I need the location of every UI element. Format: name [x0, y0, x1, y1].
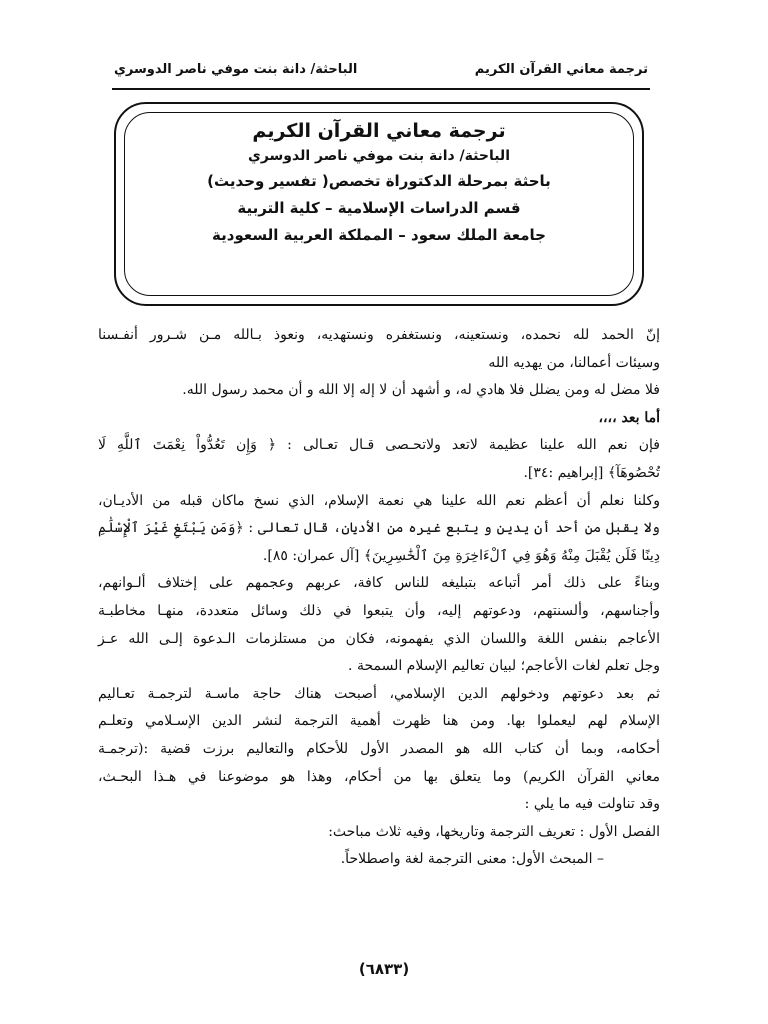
- body-line: وأجناسهم، وألسنتهم، ودعوتهم إليه، وأن يتبعوا في ذلك وسائل متعددة، منهـا مخاطبـة: [98, 602, 660, 619]
- body-line: تُحْصُوهَآ﴾ [إبراهيم :٣٤].: [523, 464, 660, 481]
- body-line: وكلنا نعلم أن أعظم نعم الله علينا هي نعمة الإسلام، الذي نسخ ماكان قبله من الأديـان،: [98, 492, 660, 509]
- body-line: أحكامه، وبما أن كتاب الله هو المصدر الأول للأحكام والتعاليم برزت قضية :(ترجمـة: [98, 740, 660, 757]
- body-line: ولا يقبل من أحد أن يدين و يتبع غيره من الأديان، قال تعالى : ﴿وَمَن يَبْتَغِ غَيْرَ ٱلْإِسْلَٰمِ: [98, 520, 660, 537]
- body-line: إنّ الحمد لله نحمده، ونستعينه، ونستغفره ونستهديه، ونعوذ بـالله مـن شـرور أنفـسنا: [98, 327, 660, 343]
- body-line: فلا مضل له ومن يضلل فلا هادي له، و أشهد أن لا إله إلا الله و أن محمد رسول الله.: [182, 382, 660, 399]
- paper-title: ترجمة معاني القرآن الكريم: [252, 120, 506, 142]
- section-item: – المبحث الأول: معنى الترجمة لغة واصطلاحاً.: [340, 851, 604, 868]
- header-title: ترجمة معاني القرآن الكريم: [474, 62, 648, 77]
- body-line: الإسلام لهم ليعملوا بها. ومن هنا ظهرت أهمية الترجمة لنشر الدين الإسـلامي وتعلـم: [98, 713, 660, 730]
- title-frame: [114, 102, 644, 306]
- body-line: وجل تعلم لغات الأعاجم؛ لبيان تعاليم الإسلام السمحة .: [348, 658, 660, 675]
- header-author: الباحثة/ دانة بنت موفي ناصر الدوسري: [114, 62, 358, 77]
- chapter-heading: الفصل الأول : تعريف الترجمة وتاريخها، وفيه ثلاث مباحث:: [328, 823, 660, 840]
- body-line: الأعاجم بنفس اللغة واللسان الذي يفهمونه، فكان من مستلزمات الـدعوة إلـى الله عـز: [98, 630, 660, 647]
- body-line: وبناءً على ذلك أمر أتباعه بتبليغه للناس كافة، عربهم وعجمهم على إختلاف ألـوانهم،: [98, 575, 660, 592]
- author-affiliation-1: باحثة بمرحلة الدكتوراة تخصص( تفسير وحديث): [207, 172, 551, 190]
- author-affiliation-3: جامعة الملك سعود – المملكة العربية السعودية: [212, 226, 546, 244]
- body-line: فإن نعم الله علينا عظيمة لاتعد ولاتحـصى قـال تعـالى : ﴿ وَإِن تَعُدُّواْ نِعْمَتَ ٱللَّهِ لَا: [98, 437, 660, 454]
- body-line: دِينًا فَلَن يُقْبَلَ مِنْهُ وَهُوَ فِي ٱلْءَاخِرَةِ مِنَ ٱلْخَٰسِرِينَ﴾ [آل عمران: ٨٥].: [262, 547, 660, 564]
- body-line: وقد تناولت فيه ما يلي :: [524, 796, 660, 813]
- body-text: [98, 322, 660, 874]
- author-affiliation-2: قسم الدراسات الإسلامية – كلية التربية: [237, 199, 521, 217]
- body-line: ثم بعد دعوتهم ودخولهم الدين الإسلامي، أصبحت هناك حاجة ماسـة لترجمـة تعـاليم: [98, 685, 660, 702]
- body-line: وسيئات أعمالنا، من يهديه الله: [488, 354, 660, 371]
- body-line: معاني القرآن الكريم) وما يتعلق بها من أحكام، وهذا هو موضوعنا في هـذا البحـث،: [98, 768, 660, 785]
- page-number: (٦٨٣٣): [358, 960, 410, 978]
- page-header: [112, 60, 650, 90]
- title-frame-content: [116, 118, 642, 249]
- paper-author: الباحثة/ دانة بنت موفي ناصر الدوسري: [247, 148, 510, 164]
- body-line: أما بعد ،،،،: [598, 409, 660, 426]
